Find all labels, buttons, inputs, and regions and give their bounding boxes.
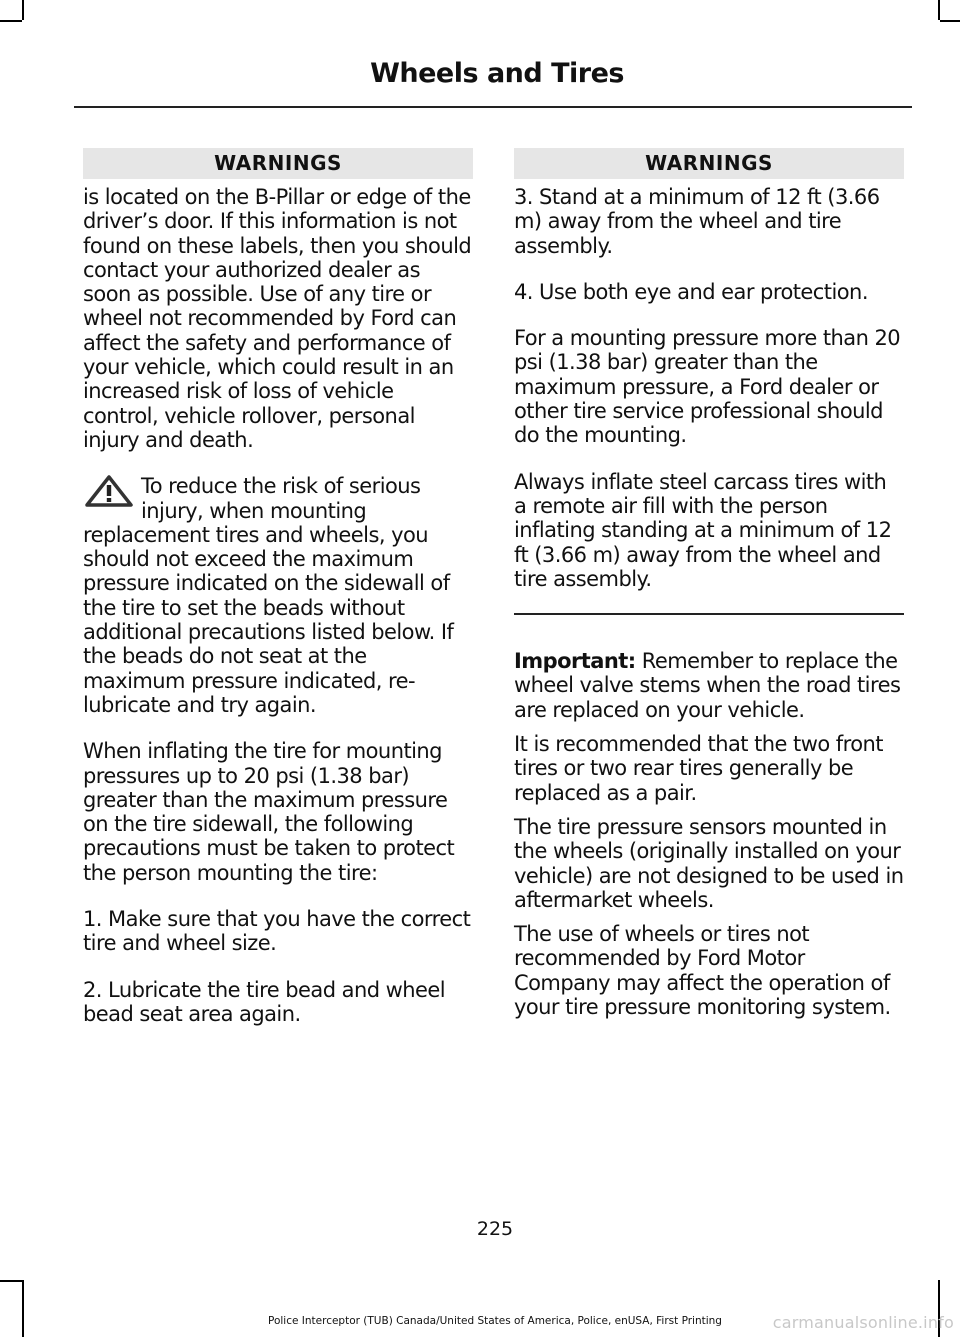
step-4: 4. Use both eye and ear protection. <box>514 279 868 304</box>
crop-mark <box>0 20 22 22</box>
page-title: Wheels and Tires <box>370 58 624 89</box>
crop-mark <box>940 20 960 22</box>
crop-mark <box>0 1280 22 1282</box>
right-column <box>514 148 904 1029</box>
step-3: 3. Stand at a minimum of 12 ft (3.66 m) away from the wheel and tire assembly. <box>514 185 880 258</box>
sensors-paragraph: The tire pressure sensors mounted in the wheels (originally installed on your vehicle) are not designed to be used in aftermarket wheels. <box>514 814 904 912</box>
warnings-heading: WARNINGS <box>83 148 473 179</box>
left-column <box>83 148 473 1048</box>
crop-mark <box>22 1280 24 1337</box>
page-number: 225 <box>476 1218 514 1240</box>
pair-replacement-paragraph: It is recommended that the two front tires or two rear tires generally be replaced as a pair. <box>514 732 883 805</box>
mounting-pressure-paragraph: For a mounting pressure more than 20 psi (1.38 bar) greater than the maximum pressure, a Ford dealer or other tire service professional should do the mounting. <box>514 326 901 448</box>
step-2: 2. Lubricate the tire bead and wheel bead seat area again. <box>83 977 446 1026</box>
header-divider <box>74 106 912 108</box>
crop-mark <box>22 0 24 20</box>
footer-text: Police Interceptor (TUB) Canada/United States of America, Police, enUSA, First Printing <box>268 1315 722 1327</box>
steel-carcass-paragraph: Always inflate steel carcass tires with a remote air fill with the person inflating standing at a minimum of 12 ft (3.66 m) away from the wheel and tire assembly. <box>514 469 892 591</box>
warning-callout <box>83 474 473 717</box>
warnings-heading: WARNINGS <box>514 148 904 179</box>
important-note <box>514 649 904 722</box>
watermark: carmanualsonline.info <box>772 1313 954 1332</box>
warnings-end-divider <box>514 613 904 615</box>
crop-mark <box>938 0 940 20</box>
warning-paragraph: is located on the B-Pillar or edge of the driver’s door. If this information is not found on these labels, then you should contact your authorized dealer as soon as possible. Use of any tire or wheel not recommended by Ford can affect the safety and performance of your vehicle, which could result in an increased risk of loss of vehicle control, vehicle rollover, personal injury and death. <box>83 185 472 452</box>
warning-callout-text: To reduce the risk of serious injury, when mounting replacement tires and wheels, you should not exceed the maximum pressure indicated on the sidewall of the tire to set the beads without additional precautions listed below. If the beads do not seat at the maximum pressure indicated, re-lubricate and try again. <box>83 474 454 717</box>
important-text: Remember to replace the wheel valve stems when the road tires are replaced on your vehicle. <box>514 649 901 722</box>
step-1: 1. Make sure that you have the correct tire and wheel size. <box>83 907 471 956</box>
inflating-paragraph: When inflating the tire for mounting pressures up to 20 psi (1.38 bar) greater than the maximum pressure on the tire sidewall, the following precautions must be taken to protect the person mounting the tire: <box>83 739 455 885</box>
warning-triangle-icon <box>83 474 135 508</box>
tpms-paragraph: The use of wheels or tires not recommended by Ford Motor Company may affect the operation of your tire pressure monitoring system. <box>514 922 891 1020</box>
important-label: Important: <box>514 649 636 674</box>
